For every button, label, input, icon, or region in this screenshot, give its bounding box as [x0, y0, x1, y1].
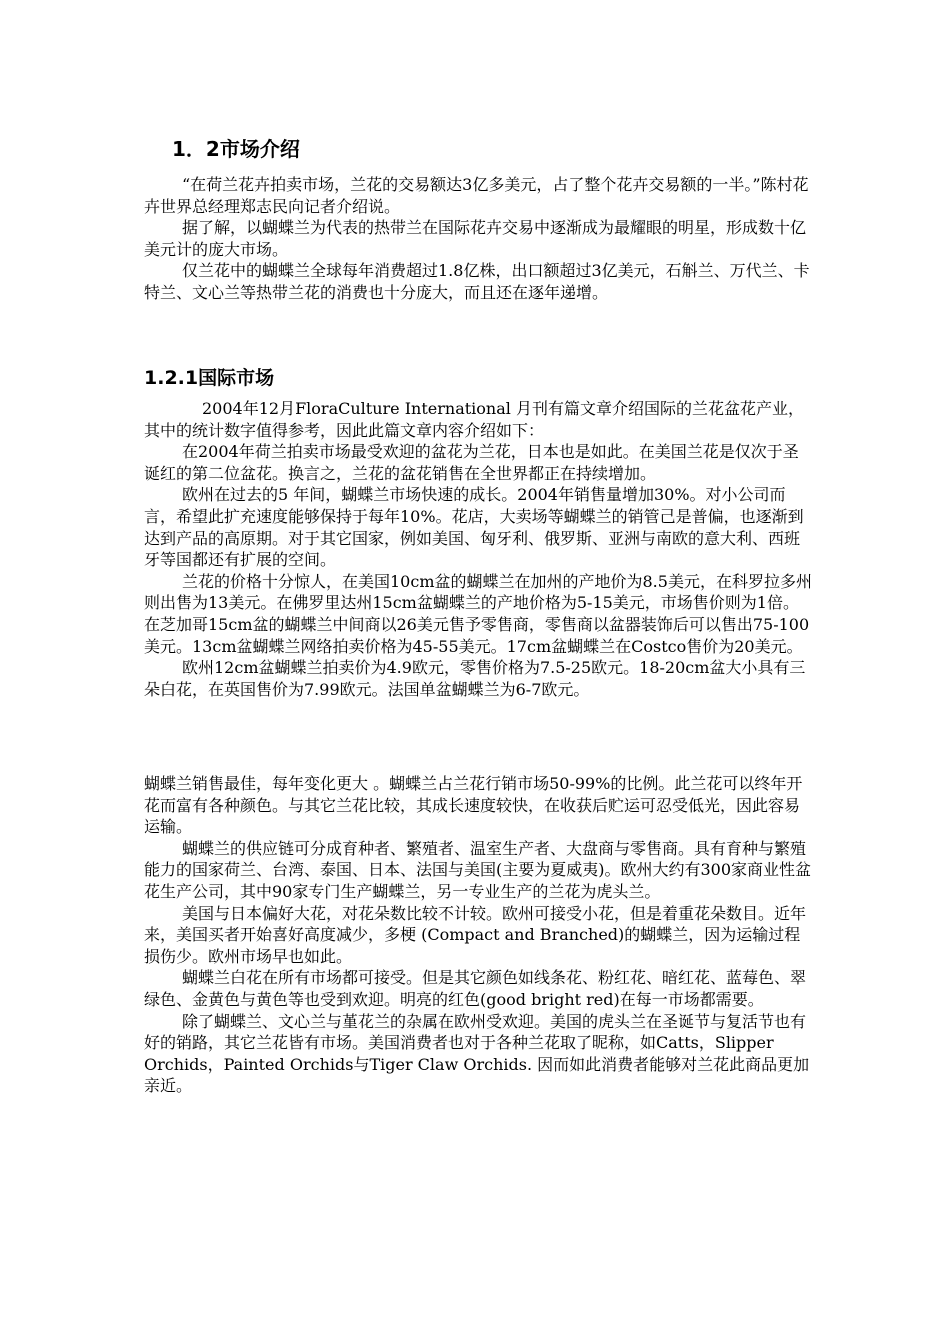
section-body	[144, 174, 814, 304]
paragraph: 兰花的价格十分惊人，在美国10cm盆的蝴蝶兰在加州的产地价为8.5美元，在科罗拉多州则出售为13美元。在佛罗里达州15cm盆蝴蝶兰的产地价格为5-15美元，市场售价则为1倍。在芝加哥15cm盆的蝴蝶兰中间商以26美元售予零售商，零售商以盆器装饰后可以售出75-100美元。13cm盆蝴蝶兰网络拍卖价格为45-55美元。17cm盆蝴蝶兰在Costco售价为20美元。	[144, 571, 812, 656]
paragraph: 蝴蝶兰销售最佳，每年变化更大 。蝴蝶兰占兰花行销市场50-99%的比例。此兰花可以终年开花而富有各种颜色。与其它兰花比较，其成长速度较快，在收获后贮运可忍受低光，因此容易运输。	[144, 774, 803, 837]
paragraph: 欧州12cm盆蝴蝶兰拍卖价为4.9欧元，零售价格为7.5-25欧元。18-20cm盆大小具有三朵白花，在英国售价为7.99欧元。法国单盆蝴蝶兰为6-7欧元。	[144, 658, 806, 699]
paragraph: 美国与日本偏好大花，对花朵数比较不计较。欧州可接受小花，但是着重花朵数目。近年来，美国买者开始喜好高度减少，多梗 (Compact and Branched)的蝴蝶兰，因为运输过程损伤少。欧州市场早也如此。	[144, 903, 807, 966]
paragraph: 据了解，以蝴蝶兰为代表的热带兰在国际花卉交易中逐渐成为最耀眼的明星，形成数十亿美元计的庞大市场。	[144, 218, 807, 259]
paragraph: 蝴蝶兰白花在所有市场都可接受。但是其它颜色如线条花、粉红花、暗红花、蓝莓色、翠绿色、金黄色与黄色等也受到欢迎。明亮的红色(good bright red)在每一市场都需要。	[144, 968, 807, 1009]
section-heading: 1．2市场介绍	[172, 137, 300, 161]
paragraph: 在2004年荷兰拍卖市场最受欢迎的盆花为兰花，日本也是如此。在美国兰花是仅次于圣诞红的第二位盆花。换言之，兰花的盆花销售在全世界都正在持续增加。	[144, 442, 799, 483]
paragraph: 蝴蝶兰的供应链可分成育种者、繁殖者、温室生产者、大盘商与零售商。具有育种与繁殖能力的国家荷兰、台湾、泰国、日本、法国与美国(主要为夏威夷)。欧州大约有300家商业性盆花生产公司，其中90家专门生产蝴蝶兰，另一专业生产的兰花为虎头兰。	[144, 838, 812, 901]
paragraph: 欧州在过去的5 年间，蝴蝶兰市场快速的成长。2004年销售量增加30%。对小公司而言，希望此扩充速度能够保持于每年10%。花店，大卖场等蝴蝶兰的销管己是普偏，也逐渐到达到产品的高原期。对于其它国家，例如美国、匈牙利、俄罗斯、亚洲与南欧的意大利、西班牙等国都还有扩展的空间。	[144, 485, 804, 570]
paragraph: 除了蝴蝶兰、文心兰与堇花兰的杂属在欧州受欢迎。美国的虎头兰在圣诞节与复活节也有好的销路，其它兰花皆有市场。美国消费者也对于各种兰花取了昵称，如Catts，Slipper Orchids，Painted Orchids与Tiger Claw Orchids. 因而如此消费者能够对兰花此商品更加亲近。	[144, 1011, 810, 1096]
subsection-heading: 1.2.1国际市场	[144, 367, 275, 389]
paragraph: 2004年12月FloraCulture International 月刊有篇文章介绍国际的兰花盆花产业，其中的统计数字值得参考，因此此篇文章内容介绍如下：	[144, 399, 804, 440]
paragraph: “在荷兰花卉拍卖市场，兰花的交易额达3亿多美元，占了整个花卉交易额的一半。”陈村花卉世界总经理郑志民向记者介绍说。	[144, 175, 809, 216]
subsection-body	[144, 398, 814, 700]
paragraph: 仅兰花中的蝴蝶兰全球每年消费超过1.8亿株，出口额超过3亿美元，石斛兰、万代兰、卡特兰、文心兰等热带兰花的消费也十分庞大，而且还在逐年递增。	[144, 261, 810, 302]
subsection-body-continued	[144, 773, 814, 1097]
